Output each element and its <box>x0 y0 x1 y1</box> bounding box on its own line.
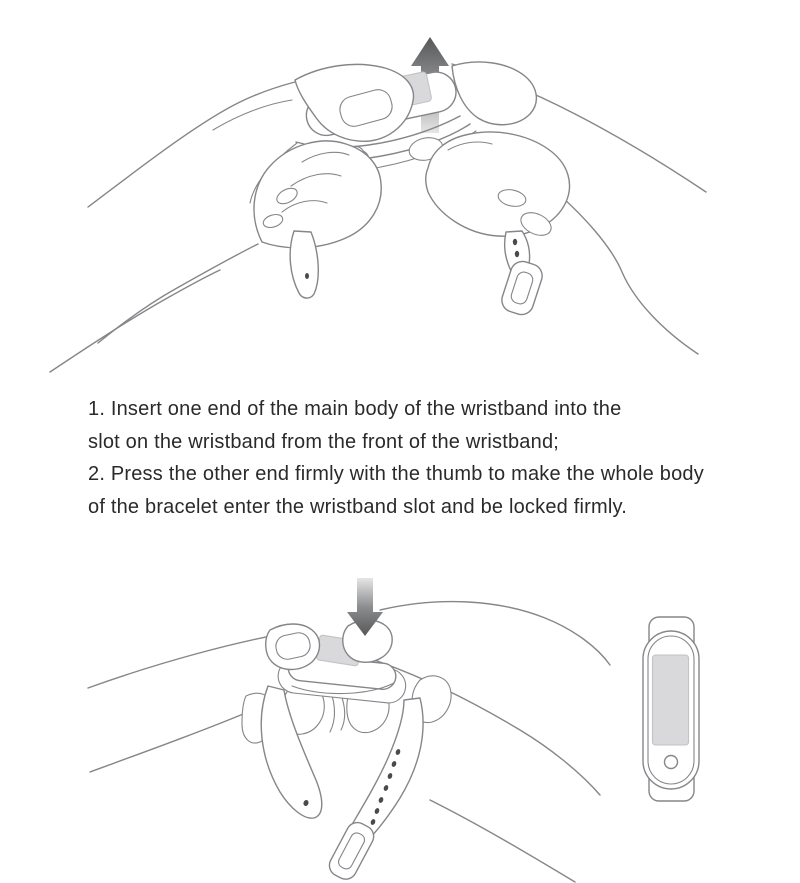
wristband-front <box>643 617 699 801</box>
left-strap <box>290 231 318 298</box>
instruction-line-2: slot on the wristband from the front of the wristband; <box>88 430 560 453</box>
right-strap-hole-2 <box>515 251 519 257</box>
left-finger-top-contour <box>88 632 292 688</box>
left-wrist-line <box>213 100 292 130</box>
left-arm-bottom-contour <box>50 270 220 372</box>
right-thumb-shape <box>452 62 536 125</box>
right-fist <box>426 132 570 240</box>
instruction-line-1: 1. Insert one end of the main body of the wristband into the <box>88 398 622 420</box>
instruction-text <box>88 393 768 523</box>
right-finger-top-contour <box>380 602 610 665</box>
illustration-step1-pull-out <box>0 0 800 385</box>
instruction-line-3: 2. Press the other end firmly with the thumb to make the whole body <box>88 463 704 485</box>
screen <box>653 655 689 745</box>
left-strap-hole <box>305 273 309 279</box>
right-strap <box>499 231 546 318</box>
left-fist-shape <box>254 141 381 248</box>
left-arm-under-contour <box>98 244 258 343</box>
instruction-line-4: of the bracelet enter the wristband slot and be locked firmly. <box>88 495 627 518</box>
left-hand <box>88 632 292 772</box>
left-strap-shape <box>290 231 318 298</box>
band-button <box>665 756 678 769</box>
right-strap-hole-1 <box>513 239 517 245</box>
band-front-view <box>615 595 725 815</box>
left-fist <box>254 141 381 248</box>
right-arm-bottom-contour <box>430 800 575 882</box>
